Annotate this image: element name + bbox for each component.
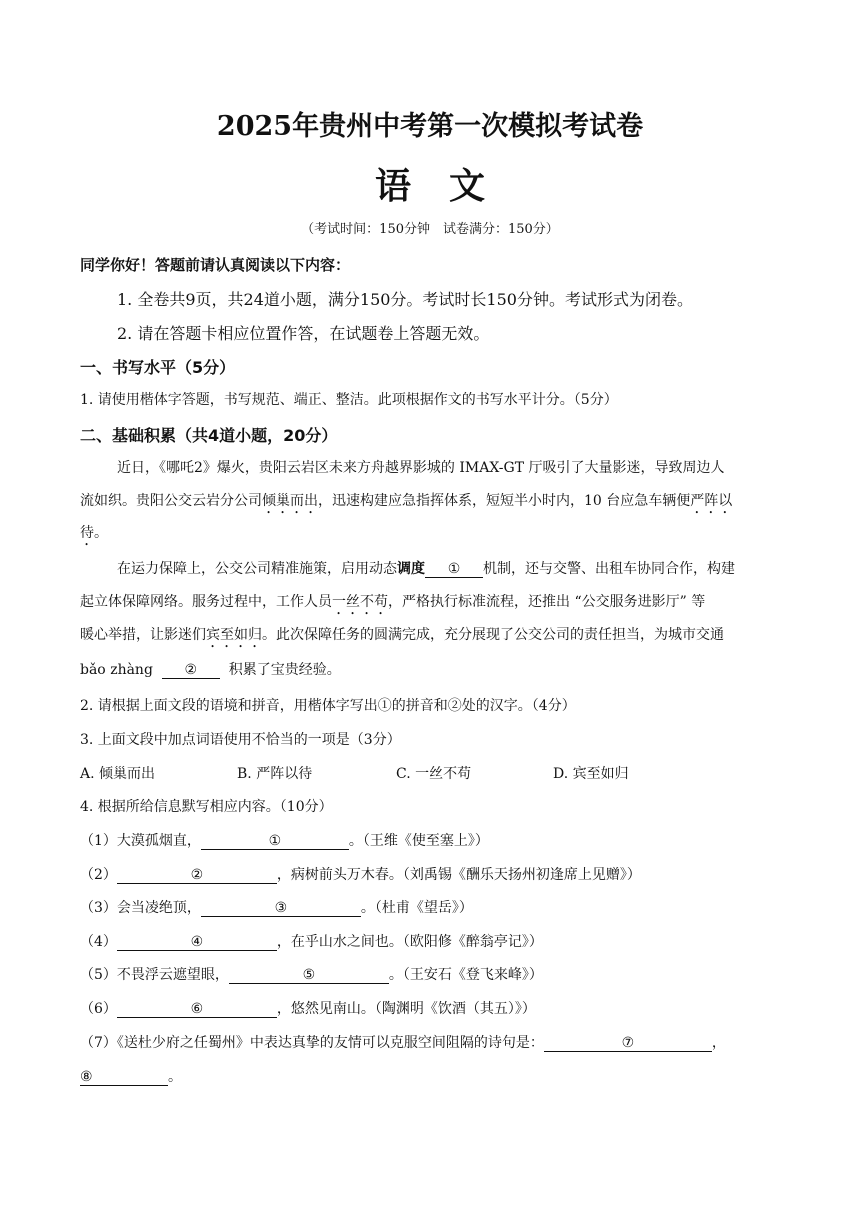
recite-prefix: （6） (80, 1001, 117, 1017)
recite-item (80, 964, 543, 984)
option-c[interactable]: C. 一丝不苟 (396, 766, 472, 782)
recite-prefix: （3）会当凌绝顶， (80, 900, 201, 916)
recite-item (80, 998, 536, 1018)
answer-blank[interactable]: ⑧ (80, 1070, 168, 1086)
exam-time-note: （考试时间：150分钟 试卷满分：150分） (301, 222, 559, 237)
bold-word: 调度 (397, 561, 425, 577)
passage-line (117, 558, 735, 578)
answer-blank[interactable]: ① (201, 834, 349, 850)
question-3: 3. 上面文段中加点词语使用不恰当的一项是（3分） (80, 732, 401, 748)
passage-text: 机制，还与交警、出租车协同合作，构建 (483, 561, 735, 577)
passage-line (80, 659, 341, 679)
recite-prefix: （4） (80, 934, 117, 950)
passage-text: ，迅速构建应急指挥体系，短短半小时内，10 台应急车辆便 (318, 493, 691, 509)
recite-suffix: 。（王维《使至塞上》） (348, 833, 489, 849)
dotted-phrase: 倾巢而出 (262, 493, 318, 509)
recite-prefix: （5）不畏浮云遮望眼， (80, 967, 229, 983)
answer-blank[interactable]: ⑥ (117, 1002, 277, 1018)
recite-item (80, 897, 473, 917)
section-heading: 二、基础积累（共4道小题，20分） (80, 426, 338, 445)
passage-text: 。 (94, 525, 108, 541)
pinyin-text: bǎo zhàng (80, 662, 153, 678)
passage-text: 积累了宝贵经验。 (228, 662, 341, 678)
exam-title: 2025年贵州中考第一次模拟考试卷 (216, 111, 644, 142)
passage-text: ，严格执行标准流程，还推出 “公交服务进影厅” 等 (388, 594, 706, 610)
notice-item: 1. 全卷共9页，共24道小题，满分150分。考试时长150分钟。考试形式为闭卷。 (117, 290, 693, 309)
answer-blank[interactable]: ⑤ (229, 968, 389, 984)
dotted-phrase: 待 (80, 525, 94, 541)
recite-suffix: 。（杜甫《望岳》） (360, 900, 473, 916)
answer-blank[interactable]: ⑦ (544, 1036, 712, 1052)
recite-prefix: （7）《送杜少府之任蜀州》中表达真挚的友情可以克服空间阻隔的诗句是： (80, 1035, 544, 1051)
dotted-phrase: 一丝不苟 (332, 594, 388, 610)
recite-item (80, 864, 641, 884)
recite-suffix: 。 (168, 1069, 182, 1085)
recite-suffix: ， (711, 1035, 726, 1051)
passage-line (80, 522, 108, 549)
question-4: 4. 根据所给信息默写相应内容。（10分） (80, 799, 333, 815)
answer-blank[interactable]: ③ (201, 901, 361, 917)
recite-prefix: （1）大漠孤烟直， (80, 833, 201, 849)
option-a[interactable]: A. 倾巢而出 (80, 766, 156, 782)
answer-blank[interactable]: ② (117, 868, 277, 884)
option-d[interactable]: D. 宾至如归 (553, 766, 629, 782)
recite-item (80, 1066, 182, 1086)
passage-line (80, 624, 724, 651)
notice-title: 同学你好！答题前请认真阅读以下内容： (80, 256, 351, 274)
recite-item (80, 931, 543, 951)
passage-line (80, 591, 705, 618)
recite-suffix: ，在乎山水之间也。（欧阳修《醉翁亭记》） (276, 934, 543, 950)
recite-suffix: ，病树前头万木春。（刘禹锡《酬乐天扬州初逢席上见赠》） (276, 867, 641, 883)
section-heading: 一、书写水平（5分） (80, 358, 236, 377)
subject-title: 语文 (374, 165, 523, 207)
passage-text: 流如织。贵阳公交云岩分公司 (80, 493, 262, 509)
passage-text: 起立体保障网络。服务过程中，工作人员 (80, 594, 332, 610)
answer-blank[interactable]: ④ (117, 935, 277, 951)
question-2: 2. 请根据上面文段的语境和拼音，用楷体字写出①的拼音和②处的汉字。（4分） (80, 698, 576, 714)
option-b[interactable]: B. 严阵以待 (237, 766, 313, 782)
recite-suffix: ，悠然见南山。（陶渊明《饮酒（其五）》） (276, 1001, 536, 1017)
recite-item (80, 1032, 726, 1052)
passage-line (80, 490, 732, 517)
passage-text: 在运力保障上，公交公司精准施策，启用动态 (117, 561, 397, 577)
dotted-phrase: 严阵以 (690, 493, 733, 509)
passage-text: 。此次保障任务的圆满完成，充分展现了公交公司的责任担当，为城市交通 (262, 627, 724, 643)
question-1: 1. 请使用楷体字答题，书写规范、端正、整洁。此项根据作文的书写水平计分。（5分） (80, 392, 618, 408)
answer-blank[interactable]: ② (162, 663, 220, 679)
recite-prefix: （2） (80, 867, 117, 883)
dotted-phrase: 宾至如归 (206, 627, 262, 643)
answer-blank[interactable]: ① (425, 562, 483, 578)
notice-item: 2. 请在答题卡相应位置作答，在试题卷上答题无效。 (117, 324, 490, 343)
passage-text: 暖心举措，让影迷们 (80, 627, 206, 643)
passage-line: 近日，《哪吒2》爆火，贵阳云岩区未来方舟越界影城的 IMAX-GT 厅吸引了大量影迷，导致周边人 (117, 460, 725, 476)
recite-item (80, 830, 489, 850)
recite-suffix: 。（王安石《登飞来峰》） (388, 967, 543, 983)
